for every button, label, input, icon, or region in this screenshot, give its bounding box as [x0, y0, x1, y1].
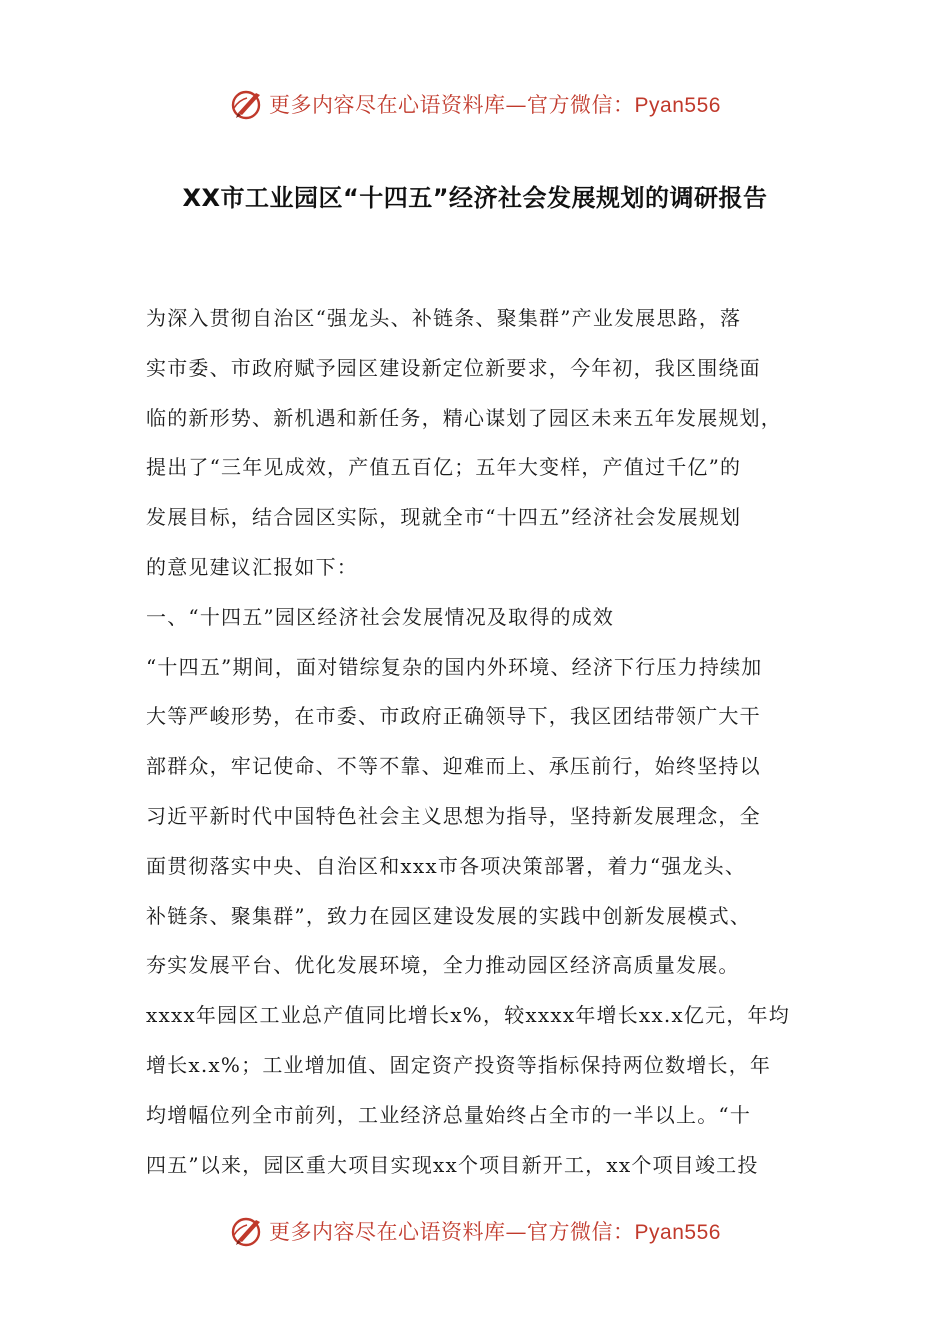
watermark-slogan: 更多内容尽在心语资料库—官方微信：: [269, 1220, 635, 1244]
body-line: 部群众，牢记使命、不等不靠、迎难而上、承压前行，始终坚持以: [146, 754, 761, 779]
body-line: 补链条、聚集群”，致力在园区建设发展的实践中创新发展模式、: [146, 903, 752, 928]
body-line: 提出了“三年见成效，产值五百亿；五年大变样，产值过千亿”的: [146, 455, 742, 480]
body-line: “十四五”期间，面对错综复杂的国内外环境、经济下行压力持续加: [146, 654, 763, 679]
watermark-banner-top: [0, 84, 950, 124]
pen-logo-icon: [229, 1213, 265, 1249]
body-line: xxxx年园区工业总产值同比增长x%，较xxxx年增长xx.x亿元，年均: [146, 1003, 790, 1028]
watermark-text: [269, 1216, 721, 1246]
body-line: 均增幅位列全市前列，工业经济总量始终占全市的一半以上。“十: [146, 1102, 752, 1127]
document-body: [146, 298, 812, 1194]
body-line: 夯实发展平台、优化发展环境，全力推动园区经济高质量发展。: [146, 953, 740, 978]
body-line: 面贯彻落实中央、自治区和xxx市各项决策部署，着力“强龙头、: [146, 853, 747, 878]
body-line: 增长x.x%；工业增加值、固定资产投资等指标保持两位数增长，年: [146, 1052, 772, 1077]
body-line: 为深入贯彻自治区“强龙头、补链条、聚集群”产业发展思路，落: [146, 306, 742, 330]
body-line: 习近平新时代中国特色社会主义思想为指导，坚持新发展理念，全: [146, 803, 761, 828]
body-line: 的意见建议汇报如下：: [146, 554, 358, 579]
watermark-account: Pyan556: [634, 1221, 721, 1244]
body-line: 大等严峻形势，在市委、市政府正确领导下，我区团结带领广大干: [146, 704, 761, 729]
body-line: 临的新形势、新机遇和新任务，精心谋划了园区未来五年发展规划，: [146, 405, 782, 430]
pen-logo-icon: [229, 86, 265, 122]
section-heading: 一、“十四五”园区经济社会发展情况及取得的成效: [146, 604, 615, 629]
watermark-slogan: 更多内容尽在心语资料库—官方微信：: [269, 93, 635, 117]
watermark-banner-bottom: [0, 1211, 950, 1251]
body-line: 四五”以来，园区重大项目实现xx个项目新开工，xx个项目竣工投: [146, 1152, 759, 1177]
watermark-account: Pyan556: [634, 94, 721, 117]
body-line: 实市委、市政府赋予园区建设新定位新要求，今年初，我区围绕面: [146, 355, 761, 380]
body-line: 发展目标，结合园区实际，现就全市“十四五”经济社会发展规划: [146, 505, 742, 530]
watermark-text: [269, 89, 721, 119]
document-title: XX市工业园区“十四五”经济社会发展规划的调研报告: [182, 184, 768, 212]
